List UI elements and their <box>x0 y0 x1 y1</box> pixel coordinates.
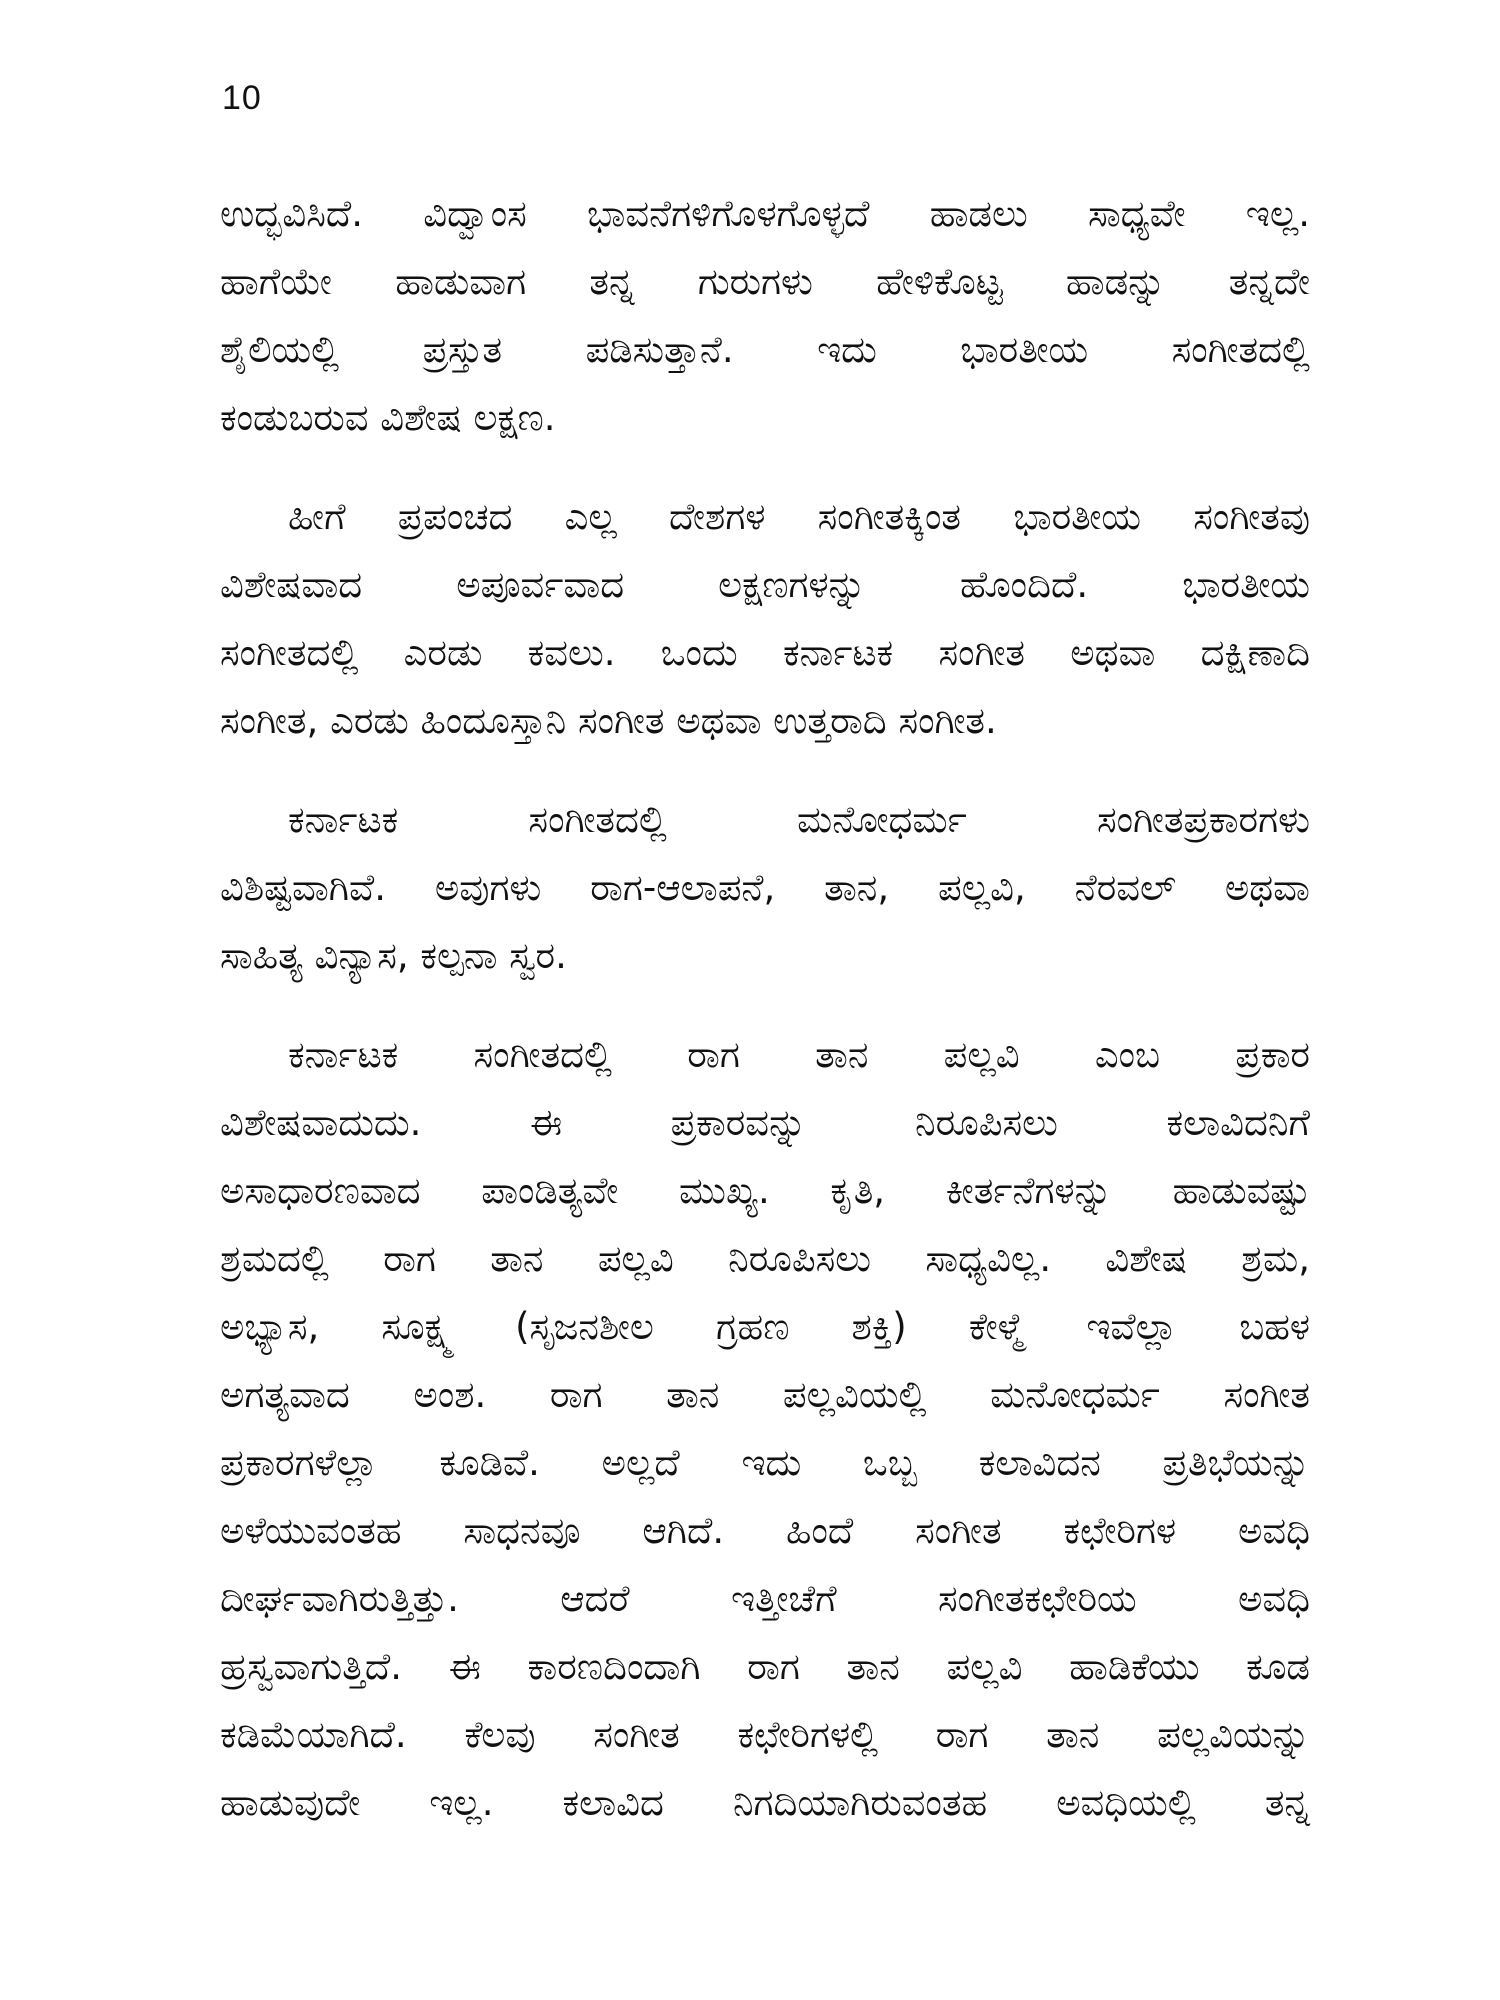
paragraph-1 <box>220 180 1310 452</box>
text-line: ಅಗತ್ಯವಾದ ಅಂಶ. ರಾಗ ತಾನ ಪಲ್ಲವಿಯಲ್ಲಿ ಮನೋಧರ್ಮ ಸಂಗೀತ <box>220 1373 1310 1416</box>
paragraph-3 <box>220 786 1310 990</box>
text-line: ಸಂಗೀತದಲ್ಲಿ ಎರಡು ಕವಲು. ಒಂದು ಕರ್ನಾಟಕ ಸಂಗೀತ ಅಥವಾ ದಕ್ಷಿಣಾದಿ <box>220 631 1310 674</box>
body-text <box>220 180 1310 1837</box>
text-line: ಅಳೆಯುವಂತಹ ಸಾಧನವೂ ಆಗಿದೆ. ಹಿಂದೆ ಸಂಗೀತ ಕಛೇರಿಗಳ ಅವಧಿ <box>220 1509 1310 1552</box>
text-line: ದೀರ್ಘವಾಗಿರುತ್ತಿತ್ತು. ಆದರೆ ಇತ್ತೀಚೆಗೆ ಸಂಗೀತಕಛೇರಿಯ ಅವಧಿ <box>220 1577 1310 1620</box>
page-number: 10 <box>222 79 262 117</box>
text-line: ಪ್ರಕಾರಗಳೆಲ್ಲಾ ಕೂಡಿವೆ. ಅಲ್ಲದೆ ಇದು ಒಬ್ಬ ಕಲಾವಿದನ ಪ್ರತಿಭೆಯನ್ನು <box>220 1441 1310 1484</box>
text-line: ವಿಶೇಷವಾದುದು. ಈ ಪ್ರಕಾರವನ್ನು ನಿರೂಪಿಸಲು ಕಲಾವಿದನಿಗೆ <box>220 1101 1310 1144</box>
text-line: ಹಾಗೆಯೇ ಹಾಡುವಾಗ ತನ್ನ ಗುರುಗಳು ಹೇಳಿಕೊಟ್ಟ ಹಾಡನ್ನು ತನ್ನದೇ <box>220 260 1310 303</box>
text-line: ಶೈಲಿಯಲ್ಲಿ ಪ್ರಸ್ತುತ ಪಡಿಸುತ್ತಾನೆ. ಇದು ಭಾರತೀಯ ಸಂಗೀತದಲ್ಲಿ <box>220 328 1310 371</box>
text-line: ವಿಶೇಷವಾದ ಅಪೂರ್ವವಾದ ಲಕ್ಷಣಗಳನ್ನು ಹೊಂದಿದೆ. ಭಾರತೀಯ <box>220 563 1310 606</box>
text-line: ಹ್ರಸ್ವವಾಗುತ್ತಿದೆ. ಈ ಕಾರಣದಿಂದಾಗಿ ರಾಗ ತಾನ ಪಲ್ಲವಿ ಹಾಡಿಕೆಯು ಕೂಡ <box>220 1645 1310 1688</box>
text-line: ಹೀಗೆ ಪ್ರಪಂಚದ ಎಲ್ಲ ದೇಶಗಳ ಸಂಗೀತಕ್ಕಿಂತ ಭಾರತೀಯ ಸಂಗೀತವು <box>288 495 1310 538</box>
text-line: ಸಂಗೀತ, ಎರಡು ಹಿಂದೂಸ್ತಾನಿ ಸಂಗೀತ ಅಥವಾ ಉತ್ತರಾದಿ ಸಂಗೀತ. <box>220 699 997 742</box>
text-line: ಅಸಾಧಾರಣವಾದ ಪಾಂಡಿತ್ಯವೇ ಮುಖ್ಯ. ಕೃತಿ, ಕೀರ್ತನೆಗಳನ್ನು ಹಾಡುವಷ್ಟು <box>220 1169 1310 1212</box>
text-line: ಕರ್ನಾಟಕ ಸಂಗೀತದಲ್ಲಿ ರಾಗ ತಾನ ಪಲ್ಲವಿ ಎಂಬ ಪ್ರಕಾರ <box>288 1033 1310 1076</box>
text-line: ಅಭ್ಯಾಸ, ಸೂಕ್ಷ್ಮ (ಸೃಜನಶೀಲ ಗ್ರಹಣ ಶಕ್ತಿ) ಕೇಳ್ಮೆ ಇವೆಲ್ಲಾ ಬಹಳ <box>220 1305 1310 1348</box>
text-line: ಕರ್ನಾಟಕ ಸಂಗೀತದಲ್ಲಿ ಮನೋಧರ್ಮ ಸಂಗೀತಪ್ರಕಾರಗಳು <box>288 798 1310 841</box>
text-line: ವಿಶಿಷ್ಟವಾಗಿವೆ. ಅವುಗಳು ರಾಗ-ಆಲಾಪನೆ, ತಾನ, ಪಲ್ಲವಿ, ನೆರವಲ್ ಅಥವಾ <box>220 866 1310 909</box>
text-line: ಕಂಡುಬರುವ ವಿಶೇಷ ಲಕ್ಷಣ. <box>220 396 556 439</box>
paragraph-4 <box>220 1021 1310 1837</box>
text-line: ಉದ್ಭವಿಸಿದೆ. ವಿದ್ವಾಂಸ ಭಾವನೆಗಳಿಗೊಳಗೊಳ್ಳದೆ ಹಾಡಲು ಸಾಧ್ಯವೇ ಇಲ್ಲ. <box>220 192 1310 235</box>
text-line: ಸಾಹಿತ್ಯ ವಿನ್ಯಾಸ, ಕಲ್ಪನಾ ಸ್ವರ. <box>220 934 567 977</box>
text-line: ಕಡಿಮೆಯಾಗಿದೆ. ಕೆಲವು ಸಂಗೀತ ಕಛೇರಿಗಳಲ್ಲಿ ರಾಗ ತಾನ ಪಲ್ಲವಿಯನ್ನು <box>220 1713 1310 1756</box>
paragraph-2 <box>220 483 1310 755</box>
text-line: ಶ್ರಮದಲ್ಲಿ ರಾಗ ತಾನ ಪಲ್ಲವಿ ನಿರೂಪಿಸಲು ಸಾಧ್ಯವಿಲ್ಲ. ವಿಶೇಷ ಶ್ರಮ, <box>220 1237 1310 1280</box>
text-line: ಹಾಡುವುದೇ ಇಲ್ಲ. ಕಲಾವಿದ ನಿಗದಿಯಾಗಿರುವಂತಹ ಅವಧಿಯಲ್ಲಿ ತನ್ನ <box>220 1781 1310 1824</box>
